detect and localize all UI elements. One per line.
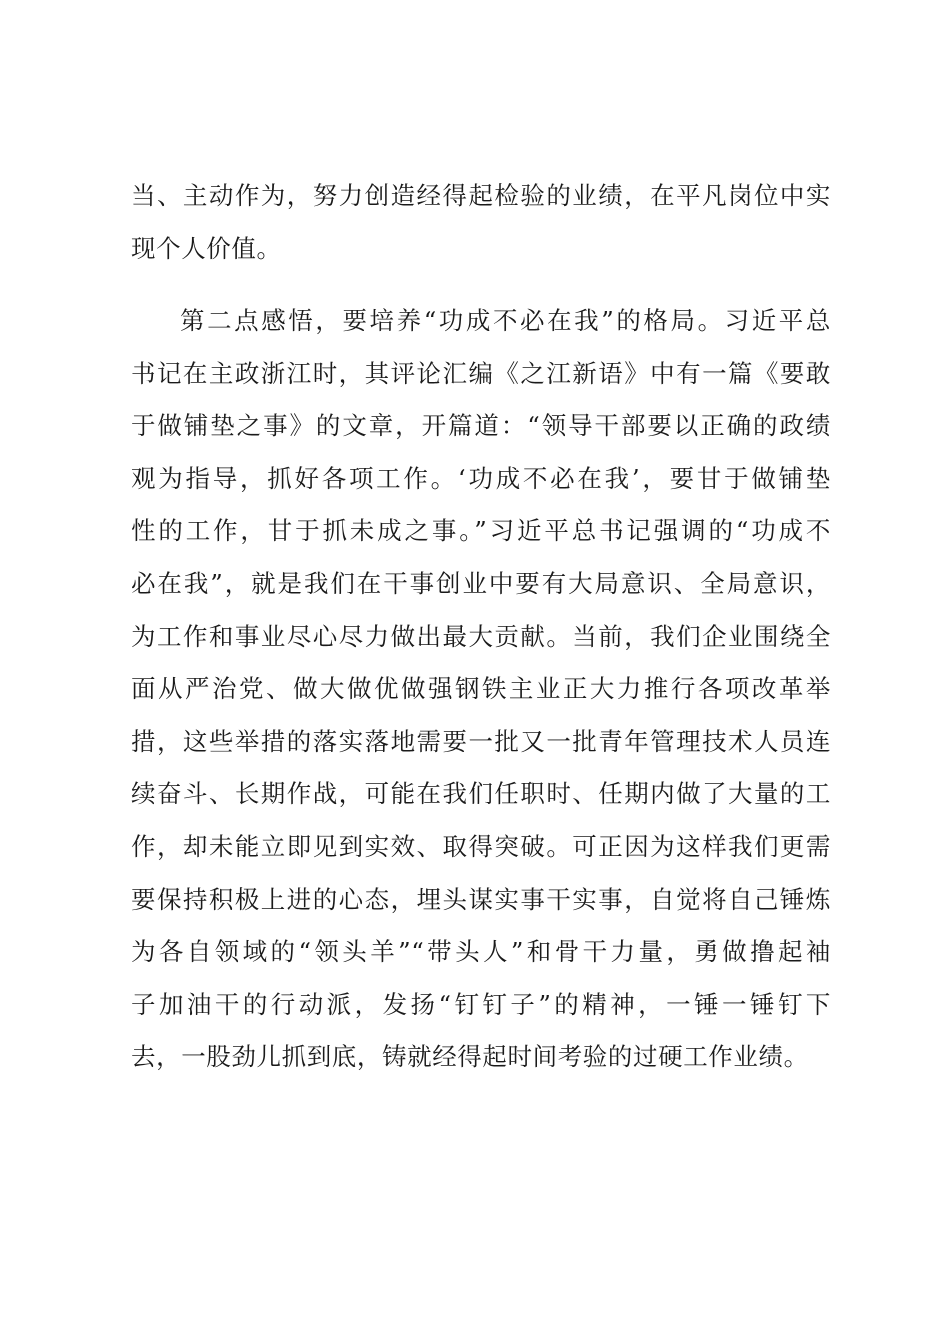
- paragraph-line: 第二点感悟，要培养“功成不必在我”的格局。习近平总: [180, 306, 831, 335]
- paragraph-line: 面从严治党、做大做优做强钢铁主业正大力推行各项改革举: [131, 674, 831, 704]
- paragraph-line: 必在我”，就是我们在干事创业中要有大局意识、全局意识，: [131, 568, 831, 598]
- paragraph-line: 要保持积极上进的心态，埋头谋实事干实事，自觉将自己锤炼: [131, 884, 831, 914]
- paragraph-line: 去，一股劲儿抓到底，铸就经得起时间考验的过硬工作业绩。: [131, 1042, 809, 1072]
- paragraph-line: 为工作和事业尽心尽力做出最大贡献。当前，我们企业围绕全: [131, 621, 831, 651]
- paragraph-line: 现个人价值。: [131, 233, 282, 263]
- paragraph-line: 观为指导，抓好各项工作。‘功成不必在我’，要甘于做铺垫: [131, 463, 831, 493]
- paragraph-line: 措，这些举措的落实落地需要一批又一批青年管理技术人员连: [131, 726, 831, 756]
- paragraph-line: 子加油干的行动派，发扬“钉钉子”的精神，一锤一锤钉下: [131, 989, 831, 1019]
- paragraph-line: 性的工作，甘于抓未成之事。”习近平总书记强调的“功成不: [131, 516, 831, 546]
- paragraph-line: 当、主动作为，努力创造经得起检验的业绩，在平凡岗位中实: [131, 181, 831, 210]
- paragraph-line: 于做铺垫之事》的文章，开篇道：“领导干部要以正确的政绩: [131, 411, 831, 441]
- paragraph-second-insight: [131, 295, 831, 1084]
- paragraph-line: 书记在主政浙江时，其评论汇编《之江新语》中有一篇《要敢: [131, 358, 831, 388]
- paragraph-line: 作，却未能立即见到实效、取得突破。可正因为这样我们更需: [131, 831, 831, 861]
- paragraph-line: 续奋斗、长期作战，可能在我们任职时、任期内做了大量的工: [131, 779, 831, 809]
- paragraph-continuation: [131, 170, 831, 275]
- paragraph-line: 为各自领域的“领头羊”“带头人”和骨干力量，勇做撸起袖: [131, 937, 831, 967]
